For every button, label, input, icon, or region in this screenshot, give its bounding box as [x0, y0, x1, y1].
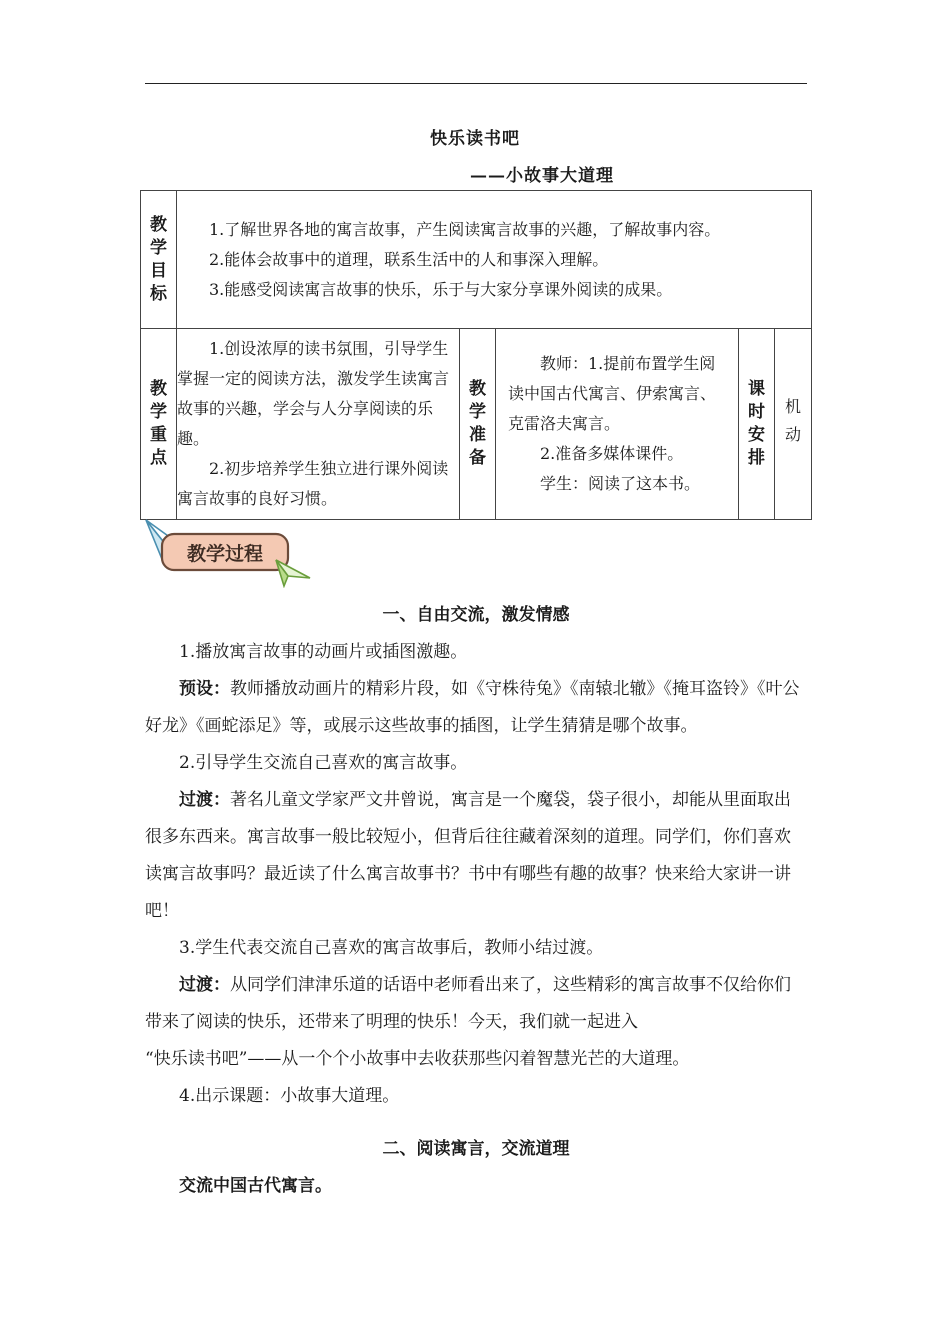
- paragraph: 1.播放寓言故事的动画片或插图激趣。: [179, 642, 468, 662]
- focus-item: 1.创设浓厚的读书氛围，引导学生掌握一定的阅读方法，激发学生读寓言故事的兴趣，学会与人分享阅读的乐趣。: [177, 339, 450, 448]
- section-1-heading: 一、自由交流，激发情感: [382, 605, 570, 625]
- focus-prep-row: [141, 329, 812, 520]
- prep-item: 教师：1.提前布置学生阅读中国古代寓言、伊索寓言、克雷洛夫寓言。: [508, 354, 717, 433]
- lesson-plan-table: [140, 190, 812, 520]
- focus-content: [177, 329, 460, 520]
- focus-label: 教 学 重 点: [141, 329, 177, 520]
- goals-content: [177, 191, 812, 329]
- paragraph: 交流中国古代寓言。: [179, 1176, 332, 1196]
- prep-label: 教 学 准 备: [460, 329, 496, 520]
- paragraph: 3.学生代表交流自己喜欢的寓言故事后，教师小结过渡。: [179, 938, 604, 958]
- paragraph: 过渡：从同学们津津乐道的话语中老师看出来了，这些精彩的寓言故事不仅给你们带来了阅读的快乐，还带来了明理的快乐！今天，我们就一起进入: [145, 975, 791, 1032]
- prep-item: 学生：阅读了这本书。: [540, 474, 701, 493]
- paragraph-label: 过渡：: [179, 975, 230, 995]
- schedule-label: 课 时 安 排: [739, 329, 775, 520]
- paragraph-label: 过渡：: [179, 790, 230, 810]
- section-2-heading: 二、阅读寓言，交流道理: [382, 1139, 570, 1159]
- section-2: [145, 1131, 807, 1205]
- goal-item: 2.能体会故事中的道理，联系生活中的人和事深入理解。: [209, 249, 609, 269]
- header-rule: [145, 83, 807, 84]
- stamp-label: 教学过程: [186, 543, 264, 565]
- paragraph: 过渡：著名儿童文学家严文井曾说，寓言是一个魔袋，袋子很小，却能从里面取出很多东西来。寓言故事一般比较短小，但背后往往藏着深刻的道理。同学们，你们喜欢读寓言故事吗？最近读了什么寓言故事书？书中有哪些有趣的故事？快来给大家讲一讲吧！: [145, 790, 791, 921]
- goals-label: 教 学 目 标: [141, 191, 177, 329]
- schedule-value: 机 动: [775, 329, 812, 520]
- focus-item: 2.初步培养学生独立进行课外阅读寓言故事的良好习惯。: [177, 459, 449, 508]
- paper-plane-green-icon: [276, 560, 310, 586]
- page-title: 快乐读书吧: [430, 129, 520, 149]
- prep-item: 2.准备多媒体课件。: [540, 444, 684, 463]
- section-1: [145, 597, 807, 1115]
- paragraph: 4.出示课题：小故事大道理。: [179, 1086, 400, 1106]
- paragraph-label: 预设：: [179, 679, 230, 699]
- prep-content: [496, 329, 739, 520]
- goal-item: 3.能感受阅读寓言故事的快乐，乐于与大家分享课外阅读的成果。: [209, 279, 673, 299]
- goals-row: [141, 191, 812, 329]
- paragraph: 预设：教师播放动画片的精彩片段，如《守株待兔》《南辕北辙》《掩耳盗铃》《叶公好龙》《画蛇添足》等，或展示这些故事的插图，让学生猜猜是哪个故事。: [145, 679, 800, 736]
- goal-item: 1.了解世界各地的寓言故事，产生阅读寓言故事的兴趣，了解故事内容。: [209, 219, 721, 239]
- paragraph: 2.引导学生交流自己喜欢的寓言故事。: [179, 753, 468, 773]
- paragraph: “快乐读书吧”——从一个个小故事中去收获那些闪着智慧光芒的大道理。: [145, 1049, 690, 1069]
- page-subtitle: ——小故事大道理: [470, 166, 614, 186]
- teaching-process-stamp: [142, 516, 312, 588]
